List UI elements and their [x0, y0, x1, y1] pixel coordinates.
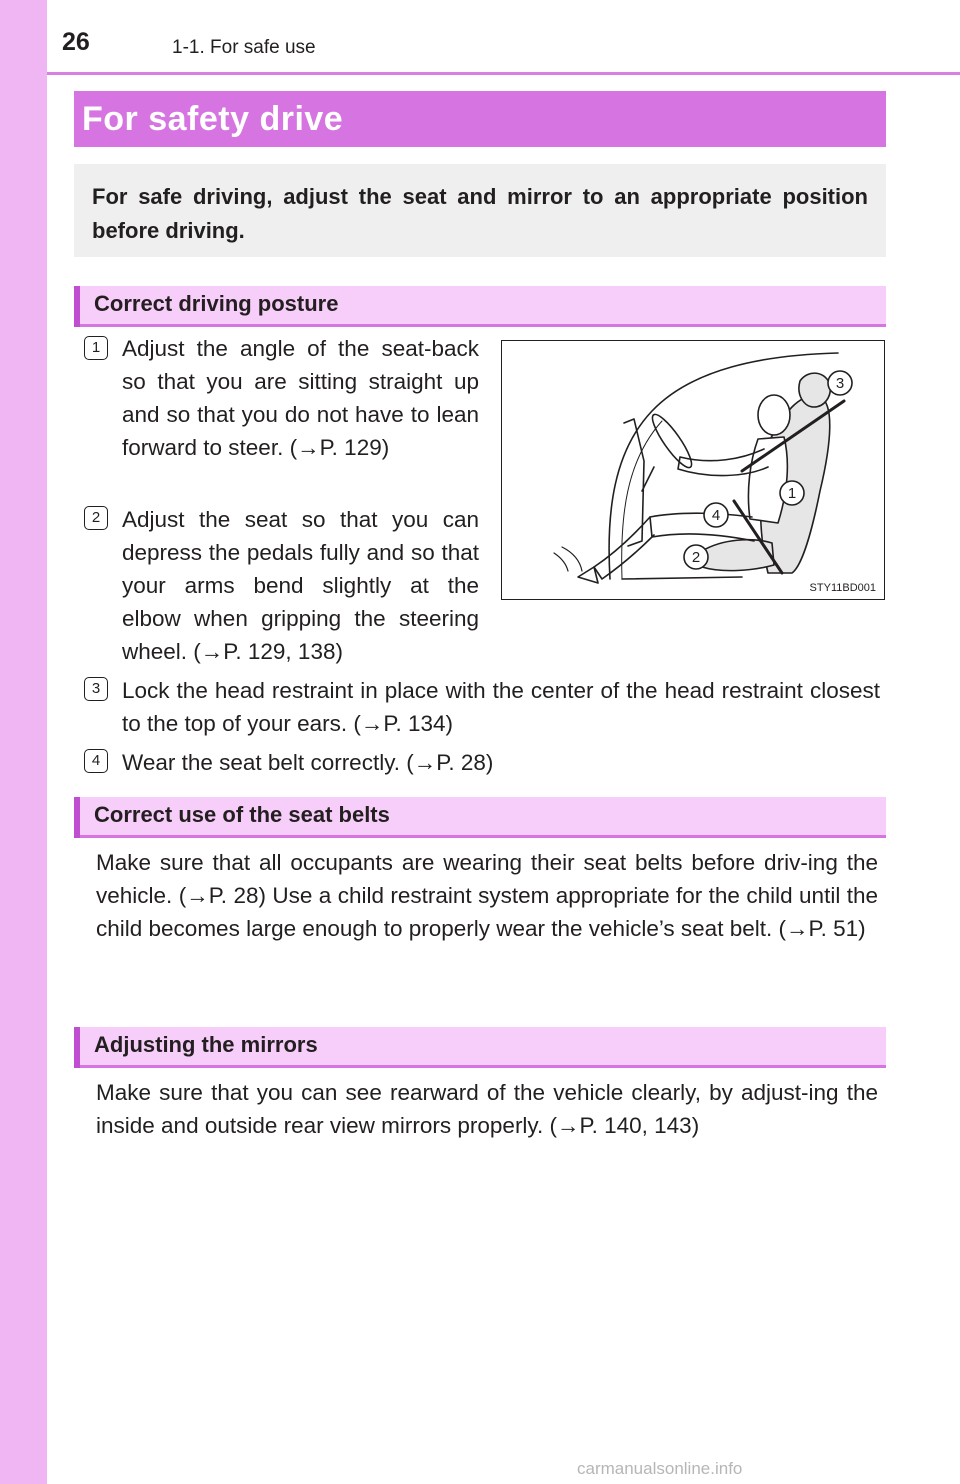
subheading-seatbelts-label: Correct use of the seat belts	[94, 802, 390, 827]
callout-3: 3	[835, 375, 845, 392]
item-number-1: 1	[84, 336, 108, 360]
section-reference: 1-1. For safe use	[172, 37, 316, 58]
driving-posture-illustration	[501, 340, 885, 600]
subheading-mirrors	[74, 1027, 886, 1068]
callout-1: 1	[787, 485, 797, 502]
posture-item-2: Adjust the seat so that you can depress the pedals fully and so that your arms bend slightly at the elbow when gripping the steering wheel. (→P. 129, 138)	[122, 507, 479, 664]
page-title: For safety drive	[82, 100, 344, 138]
page-number: 26	[62, 28, 90, 56]
driver-seat-diagram	[502, 341, 885, 600]
subheading-seatbelts	[74, 797, 886, 838]
subheading-mirrors-label: Adjusting the mirrors	[94, 1032, 318, 1057]
item-number-4: 4	[84, 749, 108, 773]
callout-2: 2	[691, 549, 701, 566]
head-restraint	[799, 373, 830, 407]
posture-item-3: Lock the head restraint in place with the center of the head restraint closest to the top of your ears. (→P. 134)	[122, 678, 880, 736]
seatbelts-text: Make sure that all occupants are wearing their seat belts before driv-ing the vehicle. (→P. 28) Use a child restraint system appropriate for the child until the child becomes large enough to properly wear the vehicle’s seat belt. (→P. 51)	[96, 850, 878, 941]
header-divider	[47, 72, 960, 75]
subheading-posture-label: Correct driving posture	[94, 291, 339, 316]
callout-4: 4	[711, 507, 721, 524]
mirrors-text: Make sure that you can see rearward of the vehicle clearly, by adjust-ing the inside and outside rear view mirrors properly. (→P. 140, 143)	[96, 1080, 878, 1138]
figure-code: STY11BD001	[809, 582, 876, 594]
side-tab	[0, 0, 47, 1484]
subheading-posture	[74, 286, 886, 327]
item-number-2: 2	[84, 506, 108, 530]
intro-text: For safe driving, adjust the seat and mirror to an appropriate position before driving.	[92, 184, 868, 243]
driver-torso	[748, 437, 787, 523]
posture-item-1: Adjust the angle of the seat-back so that you are sitting straight up and so that you do not have to lean forward to steer. (→P. 129)	[122, 336, 479, 460]
watermark: carmanualsonline.info	[577, 1459, 743, 1478]
steering-wheel	[647, 410, 697, 472]
posture-item-4: Wear the seat belt correctly. (→P. 28)	[122, 750, 494, 775]
driver-head	[758, 395, 790, 435]
item-number-3: 3	[84, 677, 108, 701]
